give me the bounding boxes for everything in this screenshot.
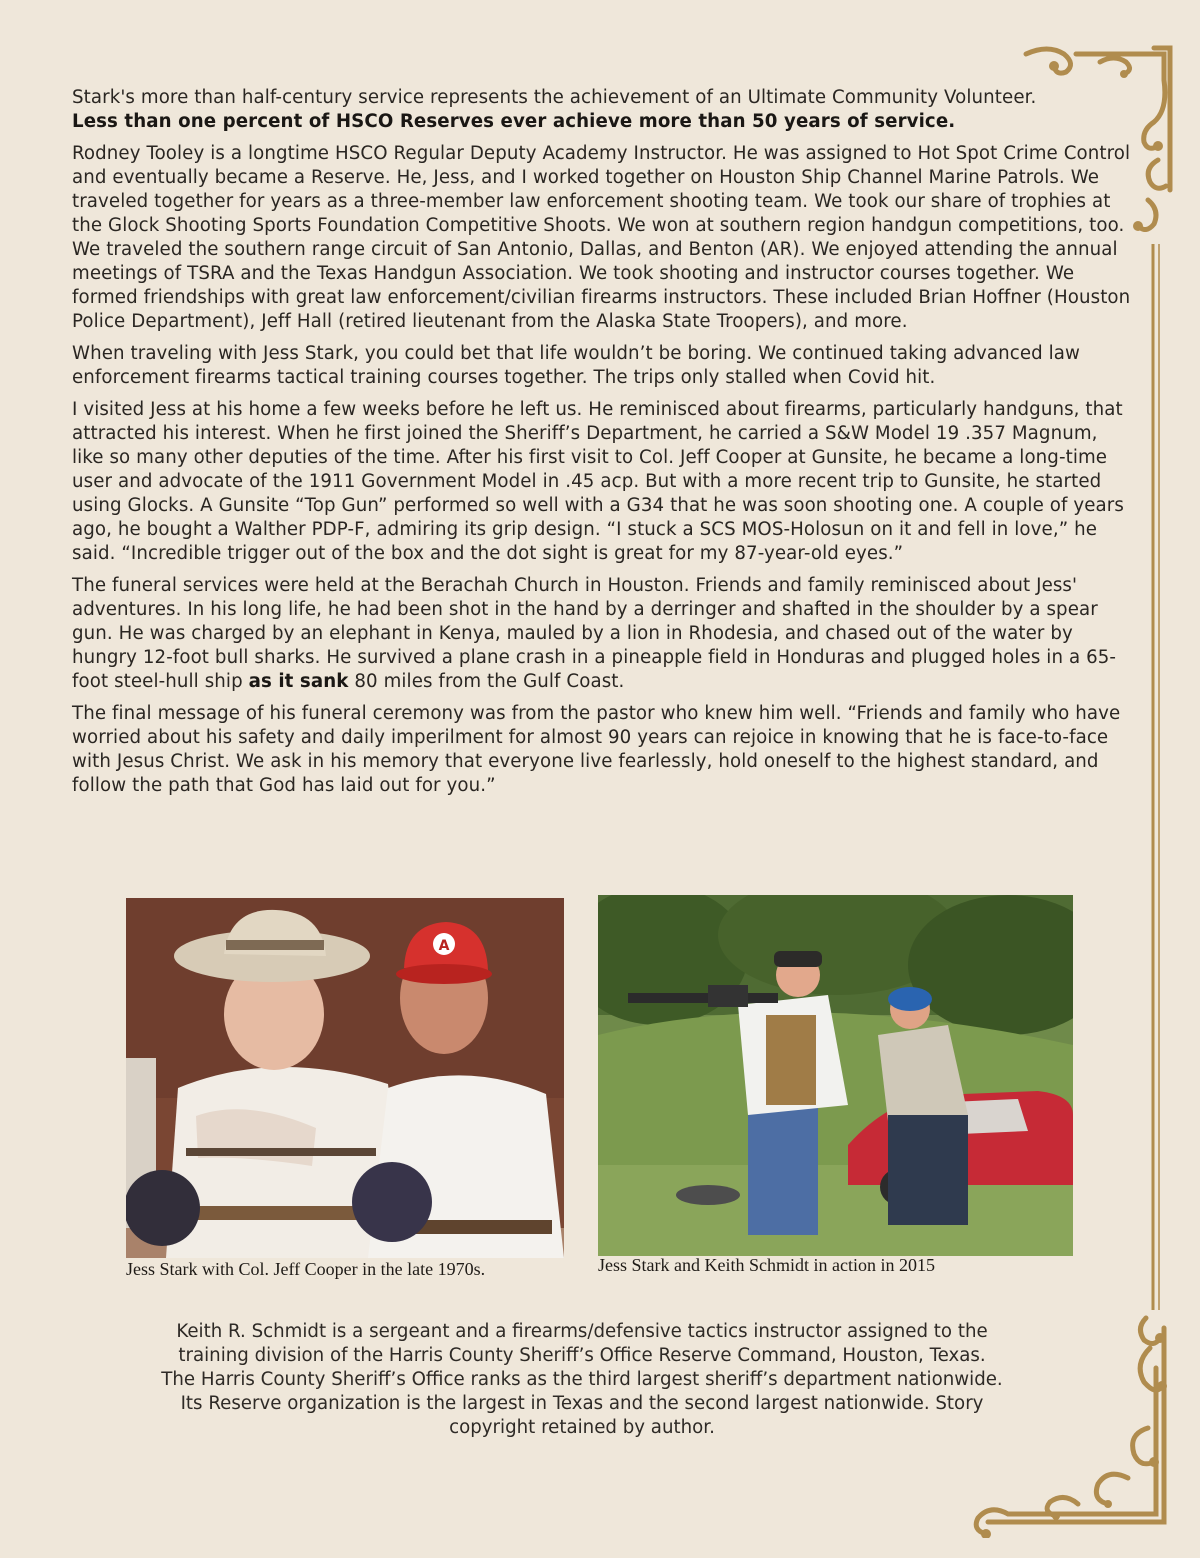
- photo-stark-and-cooper: [126, 898, 564, 1258]
- bold-phrase: as it sank: [248, 671, 349, 692]
- article-paragraph-2: Rodney Tooley is a longtime HSCO Regular Deputy Academy Instructor. He was assigned to Hot Spot Crime Control and eventually became a Reserve. He, Jess, and I worked together on Houston Ship Channel Marine Patrols. We traveled together for years as a three-member law enforcement shooting team. We took our share of trophies at the Glock Shooting Sports Foundation Competitive Shoots. We won at southern region handgun competitions, too. We traveled the southern range circuit of San Antonio, Dallas, and Benton (AR). We enjoyed attending the annual meetings of TSRA and the Texas Handgun Association. We took shooting and instructor courses together. We formed friendships with great law enforcement/civilian firearms instructors. These included Brian Hoffner (Houston Police Department), Jeff Hall (retired lieutenant from the Alaska State Troopers), and more.: [72, 143, 1131, 332]
- vintage-photo-illustration: [126, 898, 564, 1258]
- article-paragraph-5: The funeral services were held at the Berachah Church in Houston. Friends and family reminisced about Jess' adventures. In his long life, he had been shot in the hand by a derringer and shafted in the shoulder by a spear gun. He was charged by an elephant in Kenya, mauled by a lion in Rhodesia, and chased out of the water by hungry 12-foot bull sharks. He survived a plane crash in a pineapple field in Honduras and plugged holes in a 65-foot steel-hull ship as it sank 80 miles from the Gulf Coast.: [72, 575, 1117, 692]
- photo-caption-right: Jess Stark and Keith Schmidt in action in 2015: [598, 1255, 935, 1275]
- cap-letter: A: [438, 938, 450, 954]
- bold-statement: Less than one percent of HSCO Reserves ever achieve more than 50 years of service.: [72, 111, 956, 132]
- article-paragraph-6: The final message of his funeral ceremony was from the pastor who knew him well. “Friends and family who have worried about his safety and daily imperilment for almost 90 years can rejoice in knowing that he is face-to-face with Jesus Christ. We ask in his memory that everyone live fearlessly, hold oneself to the highest standard, and follow the path that God has laid out for you.”: [72, 703, 1121, 796]
- author-bio-line: Its Reserve organization is the largest in Texas and the second largest nationwide. Story: [180, 1393, 984, 1414]
- author-bio-line: training division of the Harris County Sheriff’s Office Reserve Command, Houston, Texas.: [178, 1345, 986, 1366]
- photo-caption-left: Jess Stark with Col. Jeff Cooper in the late 1970s.: [126, 1259, 486, 1279]
- author-bio: [120, 1320, 1044, 1440]
- article-paragraph-3: When traveling with Jess Stark, you could bet that life wouldn’t be boring. We continued taking advanced law enforcement firearms tactical training courses together. The trips only stalled when Covid hit.: [72, 343, 1081, 388]
- range-photo-illustration: [598, 895, 1073, 1256]
- author-bio-line: The Harris County Sheriff’s Office ranks as the third largest sheriff’s department nationwide.: [161, 1369, 1003, 1390]
- author-bio-line: copyright retained by author.: [449, 1417, 715, 1438]
- article-body: [72, 86, 1132, 806]
- article-paragraph-1: Stark's more than half-century service represents the achievement of an Ultimate Community Volunteer. Less than one percent of HSCO Reserves ever achieve more than 50 years of service.: [72, 87, 1037, 132]
- author-bio-line: Keith R. Schmidt is a sergeant and a firearms/defensive tactics instructor assigned to the: [176, 1321, 988, 1342]
- article-paragraph-4: I visited Jess at his home a few weeks before he left us. He reminisced about firearms, particularly handguns, that attracted his interest. When he first joined the Sheriff’s Department, he carried a S&W Model 19 .357 Magnum, like so many other deputies of the time. After his first visit to Col. Jeff Cooper at Gunsite, he became a long-time user and advocate of the 1911 Government Model in .45 acp. But with a more recent trip to Gunsite, he started using Glocks. A Gunsite “Top Gun” performed so well with a G34 that he was soon shooting one. A couple of years ago, he bought a Walther PDP-F, admiring its grip design. “I stuck a SCS MOS-Holosun on it and fell in love,” he said. “Incredible trigger out of the box and the dot sight is great for my 87-year-old eyes.”: [72, 399, 1124, 564]
- border-line-ornament: [1150, 244, 1162, 1310]
- photo-range-action: [598, 895, 1073, 1256]
